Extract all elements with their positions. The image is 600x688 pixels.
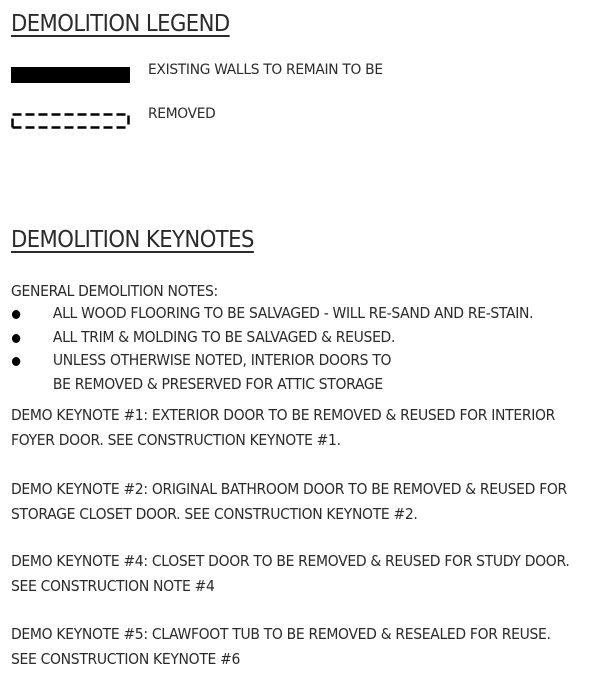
bullet-icon [12, 310, 20, 319]
demo-keynote-4: DEMO KEYNOTE #4: CLOSET DOOR TO BE REMOVED & REUSED FOR STUDY DOOR. SEE CONSTRUCTION NOTE #4 [11, 552, 570, 595]
list-item-text: ALL WOOD FLOORING TO BE SALVAGED - WILL RE-SAND AND RE-STAIN. [52, 304, 534, 322]
keynotes-title: DEMOLITION KEYNOTES [11, 227, 254, 253]
list-item [11, 326, 533, 350]
legend-label-removed: REMOVED [148, 106, 216, 122]
bullet-icon [12, 357, 20, 366]
demo-keynote-2: DEMO KEYNOTE #2: ORIGINAL BATHROOM DOOR TO BE REMOVED & REUSED FOR STORAGE CLOSET DOOR. SEE CONSTRUCTION KEYNOTE #2. [11, 480, 567, 523]
list-item-text: ALL TRIM & MOLDING TO BE SALVAGED & REUSED. [52, 327, 396, 346]
list-item-text-continued: BE REMOVED & PRESERVED FOR ATTIC STORAGE [52, 374, 383, 393]
list-item [11, 349, 533, 396]
demo-keynote-5: DEMO KEYNOTE #5: CLAWFOOT TUB TO BE REMOVED & RESEALED FOR REUSE. SEE CONSTRUCTION KEYNOTE #6 [11, 625, 551, 668]
dashed-wall-icon [11, 113, 130, 129]
legend-title: DEMOLITION LEGEND [11, 11, 230, 37]
bullet-icon [12, 334, 20, 343]
general-notes-list [11, 302, 573, 396]
demo-keynote-1: DEMO KEYNOTE #1: EXTERIOR DOOR TO BE REMOVED & REUSED FOR INTERIOR FOYER DOOR. SEE CONSTRUCTION KEYNOTE #1. [11, 406, 556, 449]
list-item-text: UNLESS OTHERWISE NOTED, INTERIOR DOORS TO [52, 351, 392, 369]
general-notes-heading: GENERAL DEMOLITION NOTES: [11, 282, 218, 300]
list-item [11, 302, 533, 326]
solid-wall-icon [11, 67, 130, 83]
legend-label-existing-walls: EXISTING WALLS TO REMAIN TO BE [148, 62, 383, 78]
